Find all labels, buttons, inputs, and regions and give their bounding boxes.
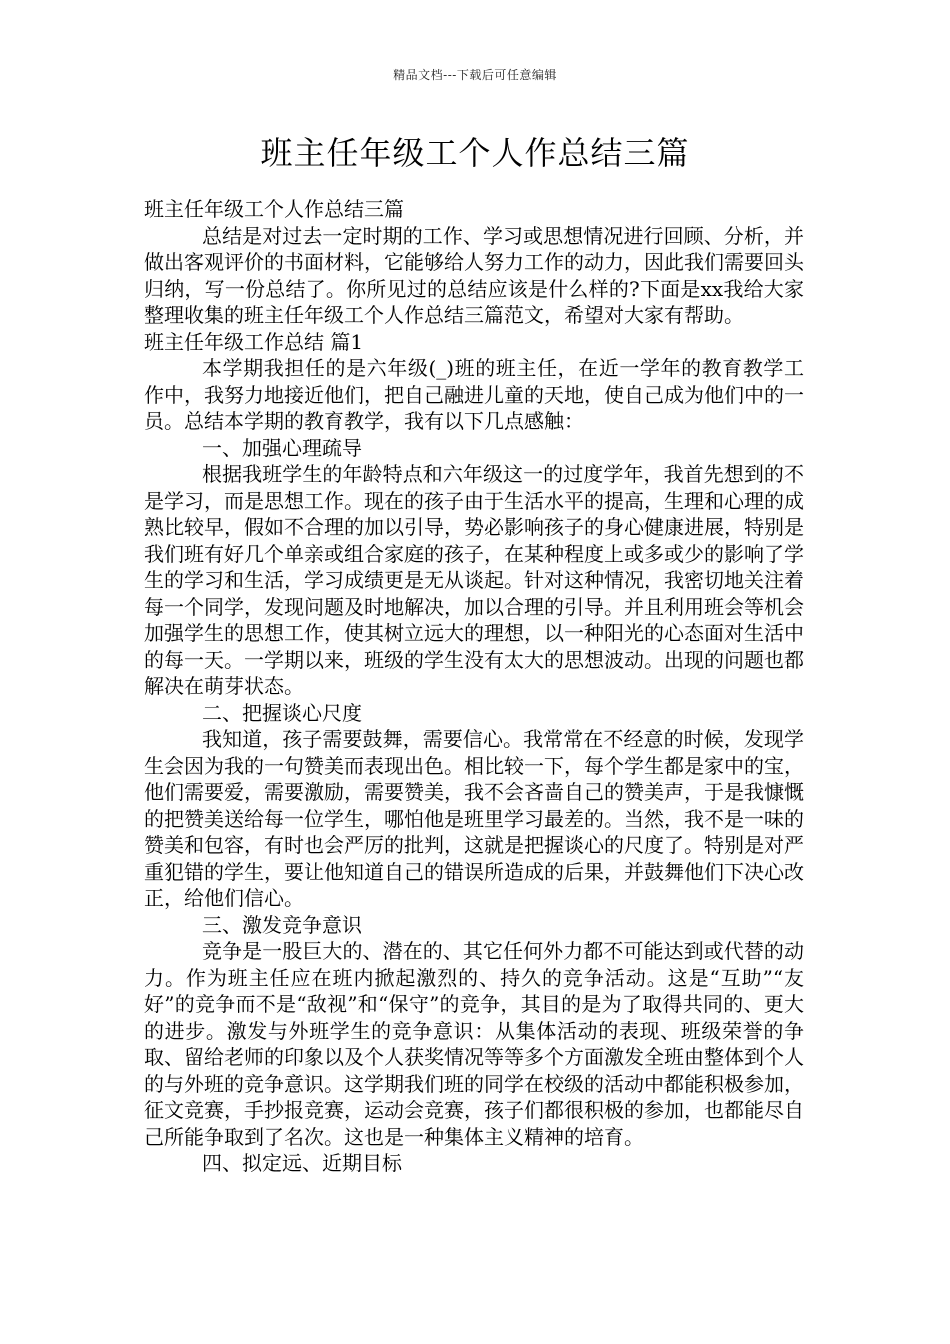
section-3-body: 竞争是一股巨大的、潜在的、其它任何外力都不可能达到或代替的动力。作为班主任应在班内掀起激烈的、持久的竞争活动。这是“互助”“友好”的竞争而不是“敌视”和“保守”的竞争，其目的是为了取得共同的、更大的进步。激发与外班学生的竞争意识：从集体活动的表现、班级荣誉的争取、留给老师的印象以及个人获奖情况等等多个方面激发全班由整体到个人的与外班的竞争意识。这学期我们班的同学在校级的活动中都能积极参加，征文竞赛，手抄报竞赛，运动会竞赛，孩子们都很积极的参加，也都能尽自己所能争取到了名次。这也是一种集体主义精神的培育。 (144, 939, 804, 1149)
section-1-heading: 一、加强心理疏导 (202, 435, 362, 460)
section-3-heading: 三、激发竞争意识 (202, 912, 362, 937)
intro-paragraph: 总结是对过去一定时期的工作、学习或思想情况进行回顾、分析，并做出客观评价的书面材料，它能够给人努力工作的动力，因此我们需要回头归纳，写一份总结了。你所见过的总结应该是什么样的?下面是xx我给大家整理收集的班主任年级工个人作总结三篇范文，希望对大家有帮助。 (144, 223, 804, 327)
header-note: 精品文档---下载后可任意编辑 (393, 68, 557, 82)
document-title: 班主任年级工个人作总结三篇 (260, 134, 690, 172)
section-2-heading: 二、把握谈心尺度 (202, 700, 362, 725)
section-4-heading: 四、拟定远、近期目标 (202, 1151, 402, 1175)
subtitle: 班主任年级工个人作总结三篇 (144, 197, 404, 221)
section-2-body: 我知道，孩子需要鼓舞，需要信心。我常常在不经意的时候，发现学生会因为我的一句赞美而表现出色。相比较一下，每个学生都是家中的宝，他们需要爱，需要激励，需要赞美，我不会吝啬自己的赞美声，于是我慷慨的把赞美送给每一位学生，哪怕他是班里学习最差的。当然，我不是一味的赞美和包容，有时也会严厉的批判，这就是把握谈心的尺度了。特别是对严重犯错的学生，要让他知道自己的错误所造成的后果，并鼓舞他们下决心改正，给他们信心。 (144, 727, 804, 910)
section-1-body: 根据我班学生的年龄特点和六年级这一的过度学年，我首先想到的不是学习，而是思想工作。现在的孩子由于生活水平的提高，生理和心理的成熟比较早，假如不合理的加以引导，势必影响孩子的身心健康进展，特别是我们班有好几个单亲或组合家庭的孩子，在某种程度上或多或少的影响了学生的学习和生活，学习成绩更是无从谈起。针对这种情况，我密切地关注着每一个同学，发现问题及时地解决，加以合理的引导。并且利用班会等机会加强学生的思想工作，使其树立远大的理想，以一种阳光的心态面对生活中的每一天。一学期以来，班级的学生没有太大的思想波动。出现的问题也都解决在萌芽状态。 (144, 462, 804, 698)
article-title: 班主任年级工作总结 篇1 (144, 329, 364, 354)
document-body (144, 196, 804, 1177)
paragraph-1: 本学期我担任的是六年级(_)班的班主任，在近一学年的教育教学工作中，我努力地接近他们，把自己融进儿童的天地，使自己成为他们中的一员。总结本学期的教育教学，我有以下几点感触： (144, 356, 804, 433)
